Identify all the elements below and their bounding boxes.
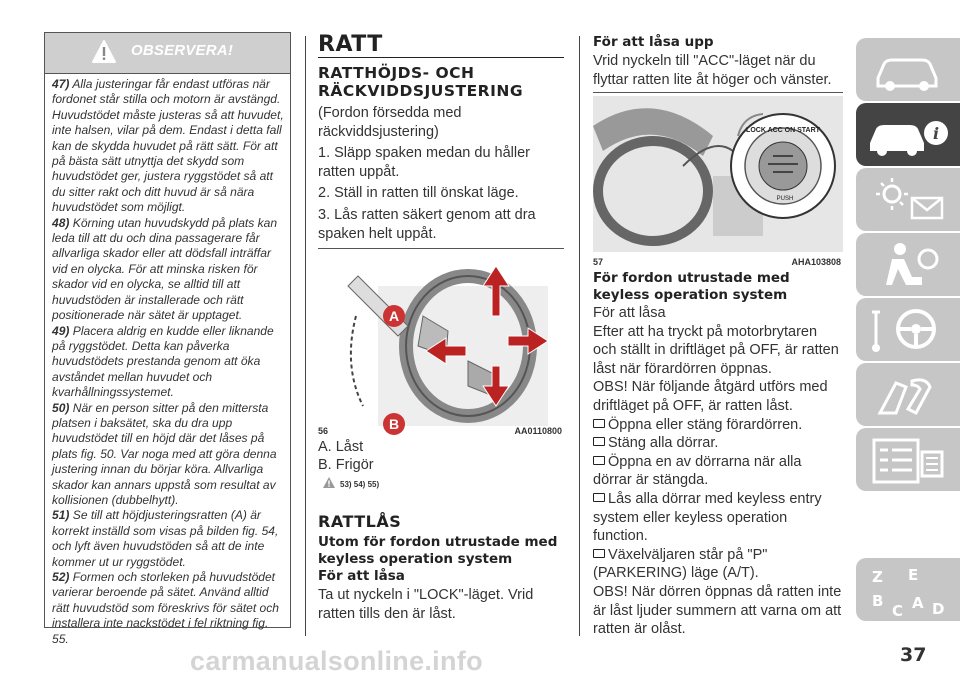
airbag-seat-icon (856, 233, 960, 296)
step-1: 1. Släpp spaken medan du håller ratten uppåt. (318, 145, 531, 180)
paragraph-3: OBS! När dörren öppnas då ratten inte är låst ljuder summern att varna om att ratten är olåst. (593, 583, 842, 638)
index-az-icon (856, 558, 960, 621)
keyless-heading: För fordon utrustade med keyless operation system (593, 270, 790, 303)
warning-item: 49) Placera aldrig en kudde eller liknande på ryggstödet. Detta kan påverka huvudstödets prestanda genom att öka avståndet mellan huvudet och kvarhållningssystemet. (52, 323, 274, 400)
car-icon (856, 38, 960, 101)
step-2: 2. Ställ in ratten till önskat läge. (318, 185, 519, 202)
service-checklist-icon (856, 428, 960, 491)
section-title: RATT (318, 34, 564, 58)
right-column (593, 34, 843, 638)
warning-body (52, 77, 288, 647)
page-number: 37 (900, 644, 927, 666)
lock-subtitle: För att låsa (318, 568, 405, 584)
figure-code: AA0110800 (514, 426, 562, 436)
tab-tools[interactable] (856, 363, 960, 426)
steering-key-icon (856, 298, 960, 361)
warning-lights-icon (856, 168, 960, 231)
bullet-icon (593, 419, 605, 428)
lock-subtitle: För att låsa (593, 305, 666, 321)
label-a-marker (383, 305, 405, 327)
tab-index[interactable] (856, 558, 960, 621)
tab-airbag-seat[interactable] (856, 233, 960, 296)
warning-item: 51) Se till att höjdjusteringsratten (A) är korrekt inställd som visas på bilden fig. 54, och lyft även huvudstöden så att de inte kommer ut ur ryggstödet. (52, 508, 279, 569)
bullet-icon (593, 437, 605, 446)
warning-item: 48) Körning utan huvudskydd på plats kan leda till att du och dina passagerare får allvarliga skador eller att dödsfall inträffar vid en olycka. För att minska risken för skador vid en olycka, se alltid till att huvudstöden är installerade och rätt positionerade när sätet är upptaget. (52, 215, 278, 323)
figure-code: AHA103808 (791, 257, 841, 267)
svg-text:D: D (932, 600, 945, 618)
ignition-push-text: PUSH (776, 196, 794, 202)
list-item: Stäng alla dörrar. (593, 434, 843, 453)
tab-warning-lights[interactable] (856, 168, 960, 231)
warning-title: OBSERVERA! (131, 42, 234, 59)
ignition-ring-text: LOCK ACC ON START (746, 127, 820, 134)
label-b-marker (383, 413, 405, 435)
ignition-figure (593, 96, 843, 252)
warning-item: 47) Alla justeringar får endast utföras när fordonet står stilla och motorn är avstängd. Huvudstödet måste justeras så att huvudet, inte halsen, vilar på dem. Endast i detta fall kan de skydda huvudet på rätt sätt. För att på bästa sätt utnyttja det skydd som huvudstödet ger, justera ryggstödet så att du sitter rakt och ditt huvud är så nära huvudstödet som möjligt. (52, 77, 284, 215)
svg-text:B: B (388, 416, 400, 432)
list-item: Öppna eller stäng förardörren. (593, 416, 843, 435)
tab-service-checklist[interactable] (856, 428, 960, 491)
paragraph-1: Efter att ha tryckt på motorbrytaren och ställt in driftläget på OFF, är ratten låst när förardörren öppnas. (593, 323, 839, 377)
list-item: Lås alla dörrar med keyless entry system eller keyless operation function. (593, 490, 822, 545)
unlock-text: Vrid nyckeln till "ACC"-läget när du flyttar ratten lite åt höger och vänster. (593, 53, 832, 88)
tab-car[interactable] (856, 38, 960, 101)
list-item: Öppna en av dörrarna när alla dörrar är stängda. (593, 453, 802, 489)
warning-item: 50) När en person sitter på den mittersta platsen i baksätet, ska du dra upp huvudstödet till en höjd där det låses på plats fig. 50. Var noga med att göra denna justering innan du börjar köra. Allvarliga skador kan annars uppstå som resultat av kollisionen (dubbelhytt). (52, 400, 277, 507)
legend-a: A. Låst (318, 439, 364, 455)
bullet-icon (593, 549, 605, 558)
tab-steering-key[interactable] (856, 298, 960, 361)
warning-header (45, 33, 290, 74)
subsection-title: RATTHÖJDS- OCH (318, 64, 475, 82)
paragraph-2: OBS! När följande åtgärd utförs med driftläget på OFF, är ratten låst. (593, 379, 828, 414)
svg-text:C: C (892, 602, 904, 620)
svg-text:Z: Z (872, 568, 883, 586)
lock-text: Ta ut nyckeln i "LOCK"-läget. Vrid ratten tills den är låst. (318, 587, 534, 622)
warning-small-icon (322, 476, 336, 489)
steering-adjust-figure (318, 256, 564, 446)
warning-triangle-icon (91, 39, 117, 65)
list-item: Växelväljaren står på "P" (PARKERING) läge (A/T). (593, 546, 768, 582)
tab-car-info[interactable] (856, 103, 960, 166)
lock-title: RATTLÅS (318, 512, 402, 531)
column-divider (579, 36, 580, 636)
unlock-title: För att låsa upp (593, 34, 714, 50)
figure-number: 57 (593, 257, 604, 267)
step-3: 3. Lås ratten säkert genom att dra spaken helt uppåt. (318, 206, 536, 242)
legend-b: B. Frigör (318, 457, 374, 473)
bullet-icon (593, 493, 605, 502)
figure-number: 56 (318, 426, 329, 436)
svg-text:B: B (872, 592, 884, 610)
svg-text:i: i (932, 124, 940, 143)
svg-text:E: E (908, 566, 919, 584)
svg-text:A: A (912, 594, 924, 612)
warning-item: 52) Formen och storleken på huvudstödet varierar beroende på sätet. Använd alltid rätt huvudstöd som föreskrivs för sätet och installera inte nackstödet i fel riktning fig. 55. (52, 570, 279, 646)
tools-icon (856, 363, 960, 426)
intro-text: (Fordon försedda med räckviddsjustering) (318, 105, 462, 140)
column-divider (305, 36, 306, 636)
car-info-icon (856, 103, 960, 166)
watermark: carmanualsonline.info (190, 646, 483, 676)
bullet-icon (593, 456, 605, 465)
subsection-title: RÄCKVIDDSJUSTERING (318, 82, 524, 100)
keyless-title: Utom för fordon utrustade med keyless operation system (318, 534, 558, 567)
warning-references: 53) 54) 55) (340, 480, 380, 489)
svg-text:A: A (388, 308, 400, 324)
warning-box (44, 32, 291, 646)
middle-column (318, 32, 564, 622)
